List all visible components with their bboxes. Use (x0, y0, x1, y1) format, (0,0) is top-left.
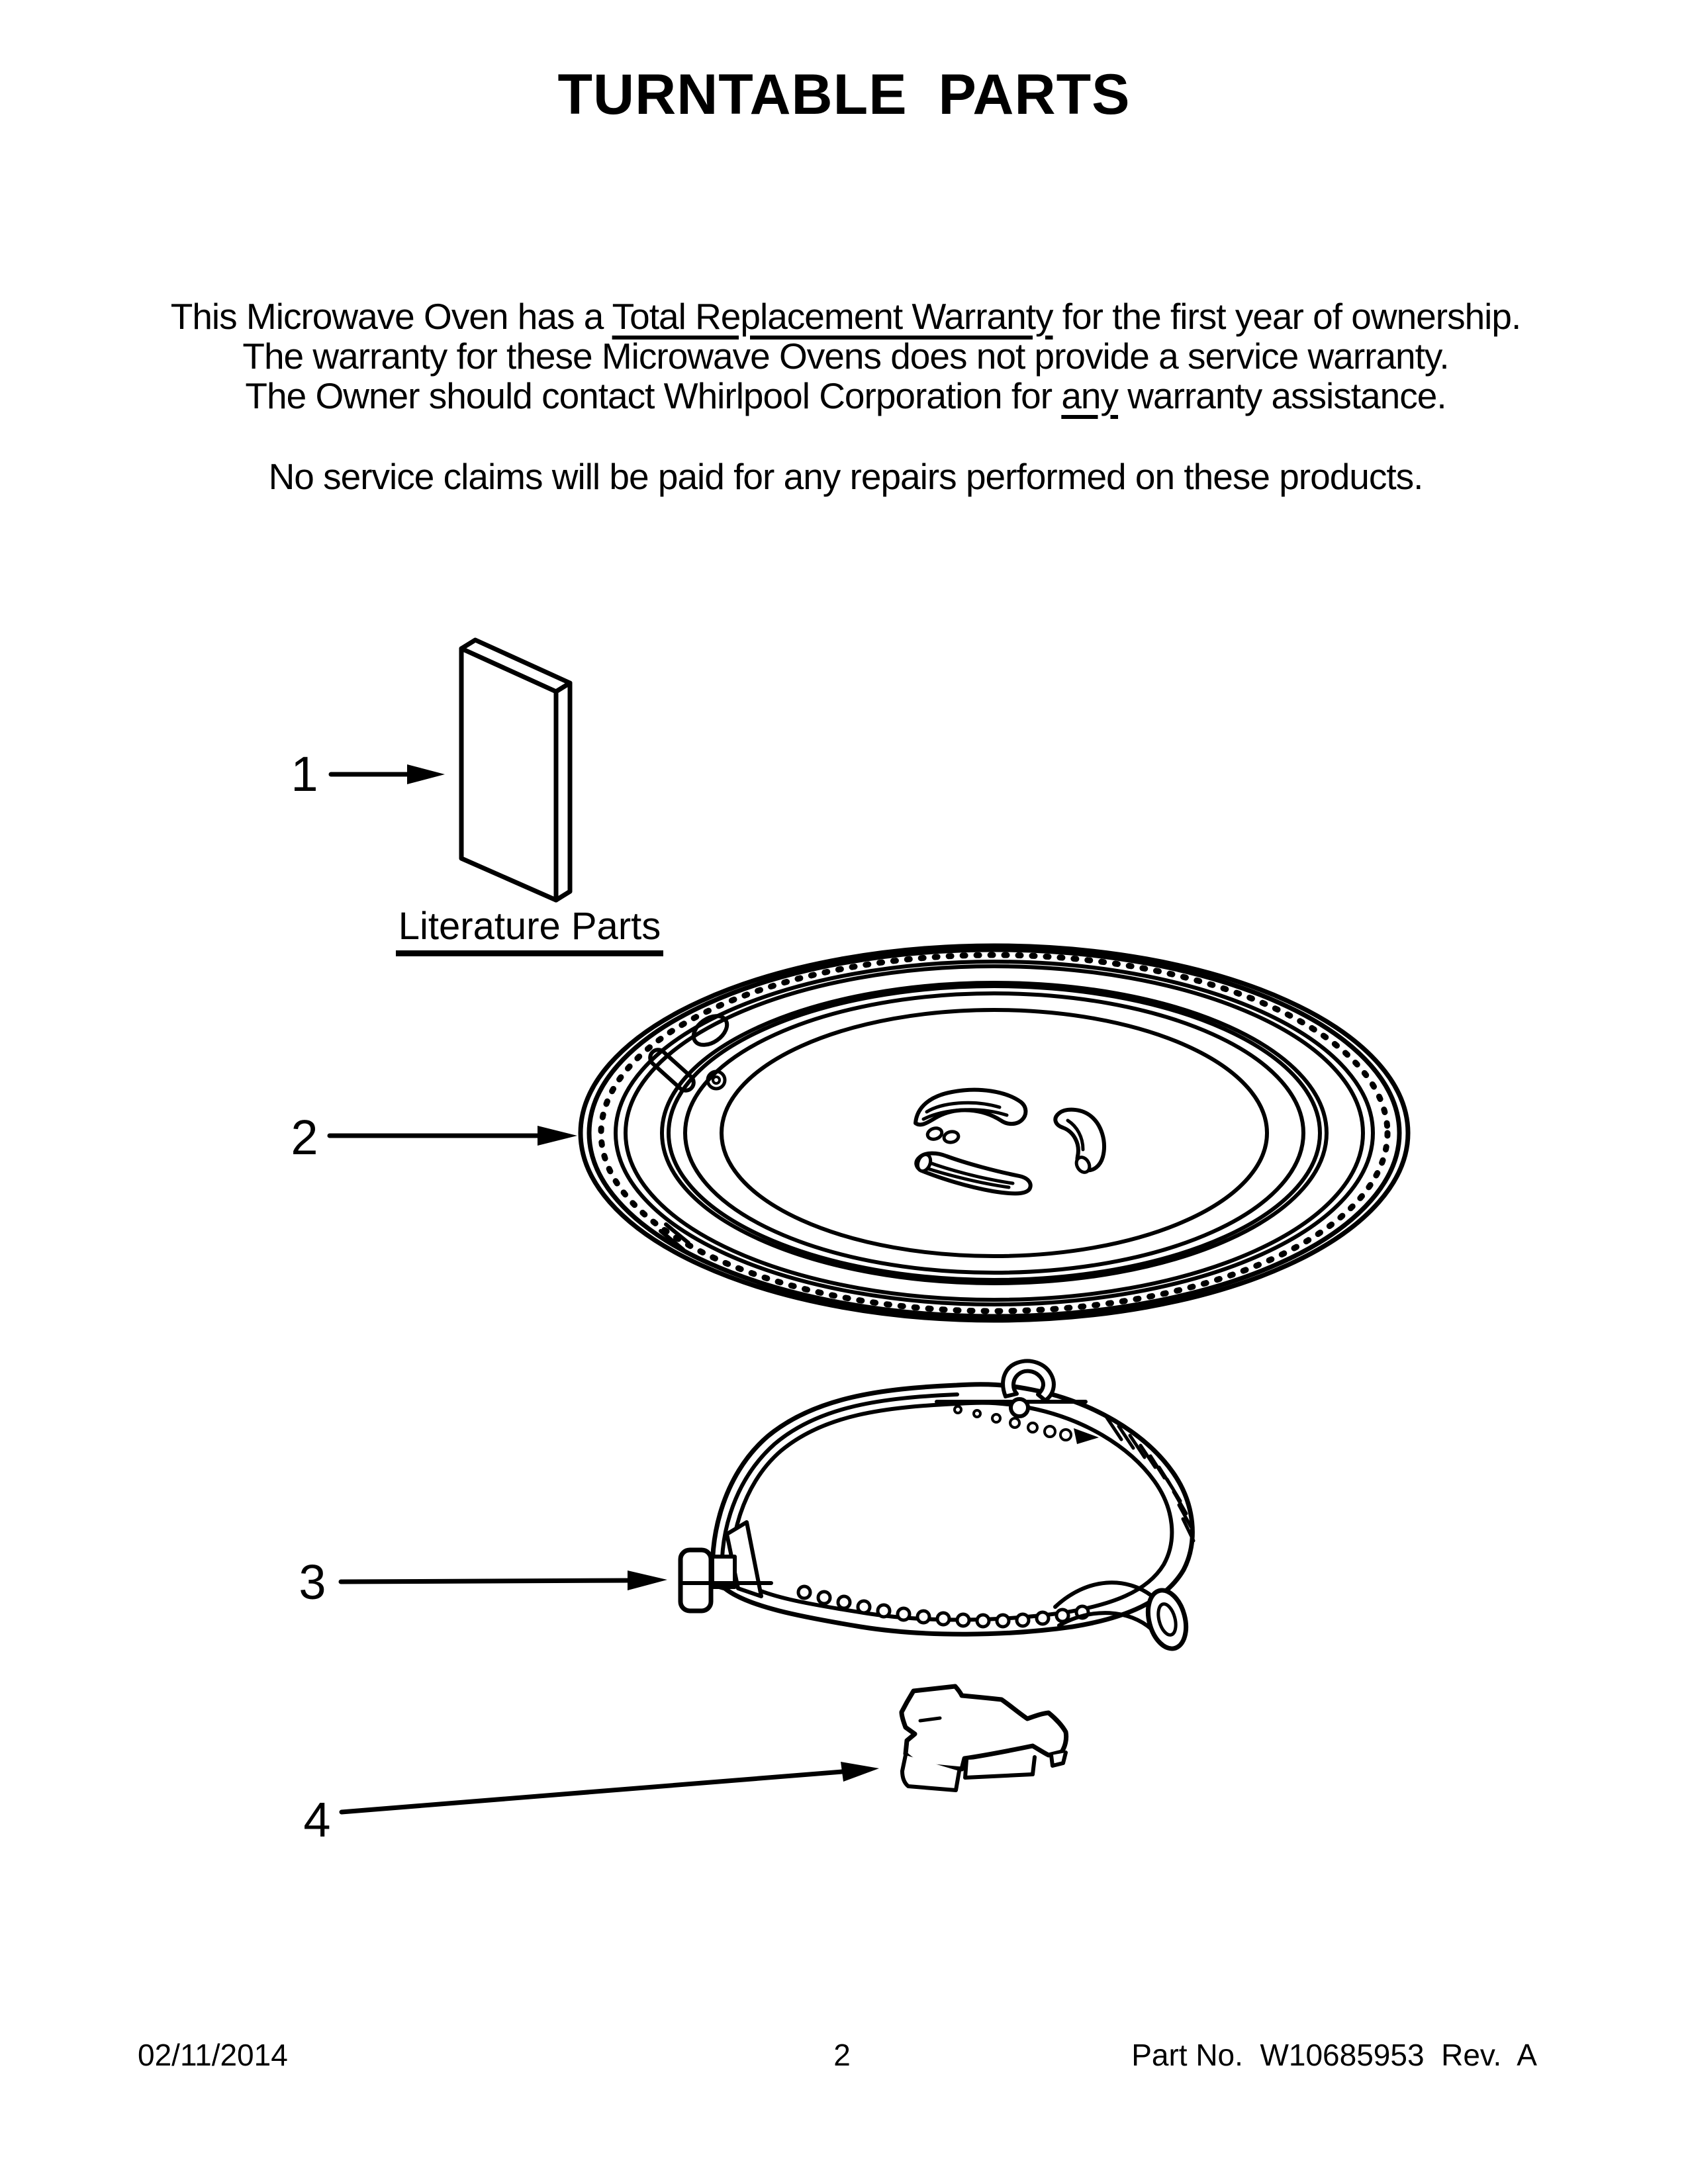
turntable-coupler-drawing (902, 1686, 1066, 1790)
footer-part-number: Part No. W10685953 Rev. A (1131, 2038, 1537, 2072)
support-ring-drawing (680, 1361, 1194, 1653)
callout-arrow-4 (342, 1762, 879, 1812)
warranty-underlined-any: any (1061, 375, 1119, 416)
page-title: TURNTABLE PARTS (557, 63, 1131, 126)
warranty-notice (99, 296, 1592, 496)
turntable-tray-drawing (581, 946, 1408, 1320)
warranty-underlined-phrase: Total Replacement Warranty (612, 296, 1053, 337)
literature-book-drawing (461, 640, 570, 900)
callout-number-2: 2 (291, 1110, 318, 1165)
callout-arrow-2 (330, 1126, 577, 1146)
footer-page-number: 2 (833, 2038, 851, 2072)
footer-date: 02/11/2014 (138, 2038, 288, 2072)
callout-number-1: 1 (291, 747, 318, 801)
literature-parts-label: Literature Parts (396, 907, 664, 956)
callout-arrow-3 (341, 1570, 667, 1590)
warranty-line-3: The Owner should contact Whirlpool Corporation for any warranty assistance. (245, 375, 1446, 416)
warranty-line-2: The warranty for these Microwave Ovens does not provide a service warranty. (242, 336, 1449, 377)
literature-parts-label-wrap (305, 907, 755, 956)
warranty-line-4: No service claims will be paid for any repairs performed on these products. (268, 456, 1423, 497)
callout-number-3: 3 (299, 1555, 326, 1610)
callout-arrow-1 (331, 764, 445, 784)
callout-number-4: 4 (303, 1792, 331, 1847)
warranty-line-1: This Microwave Oven has a Total Replacement Warranty for the first year of ownership. (170, 296, 1521, 337)
